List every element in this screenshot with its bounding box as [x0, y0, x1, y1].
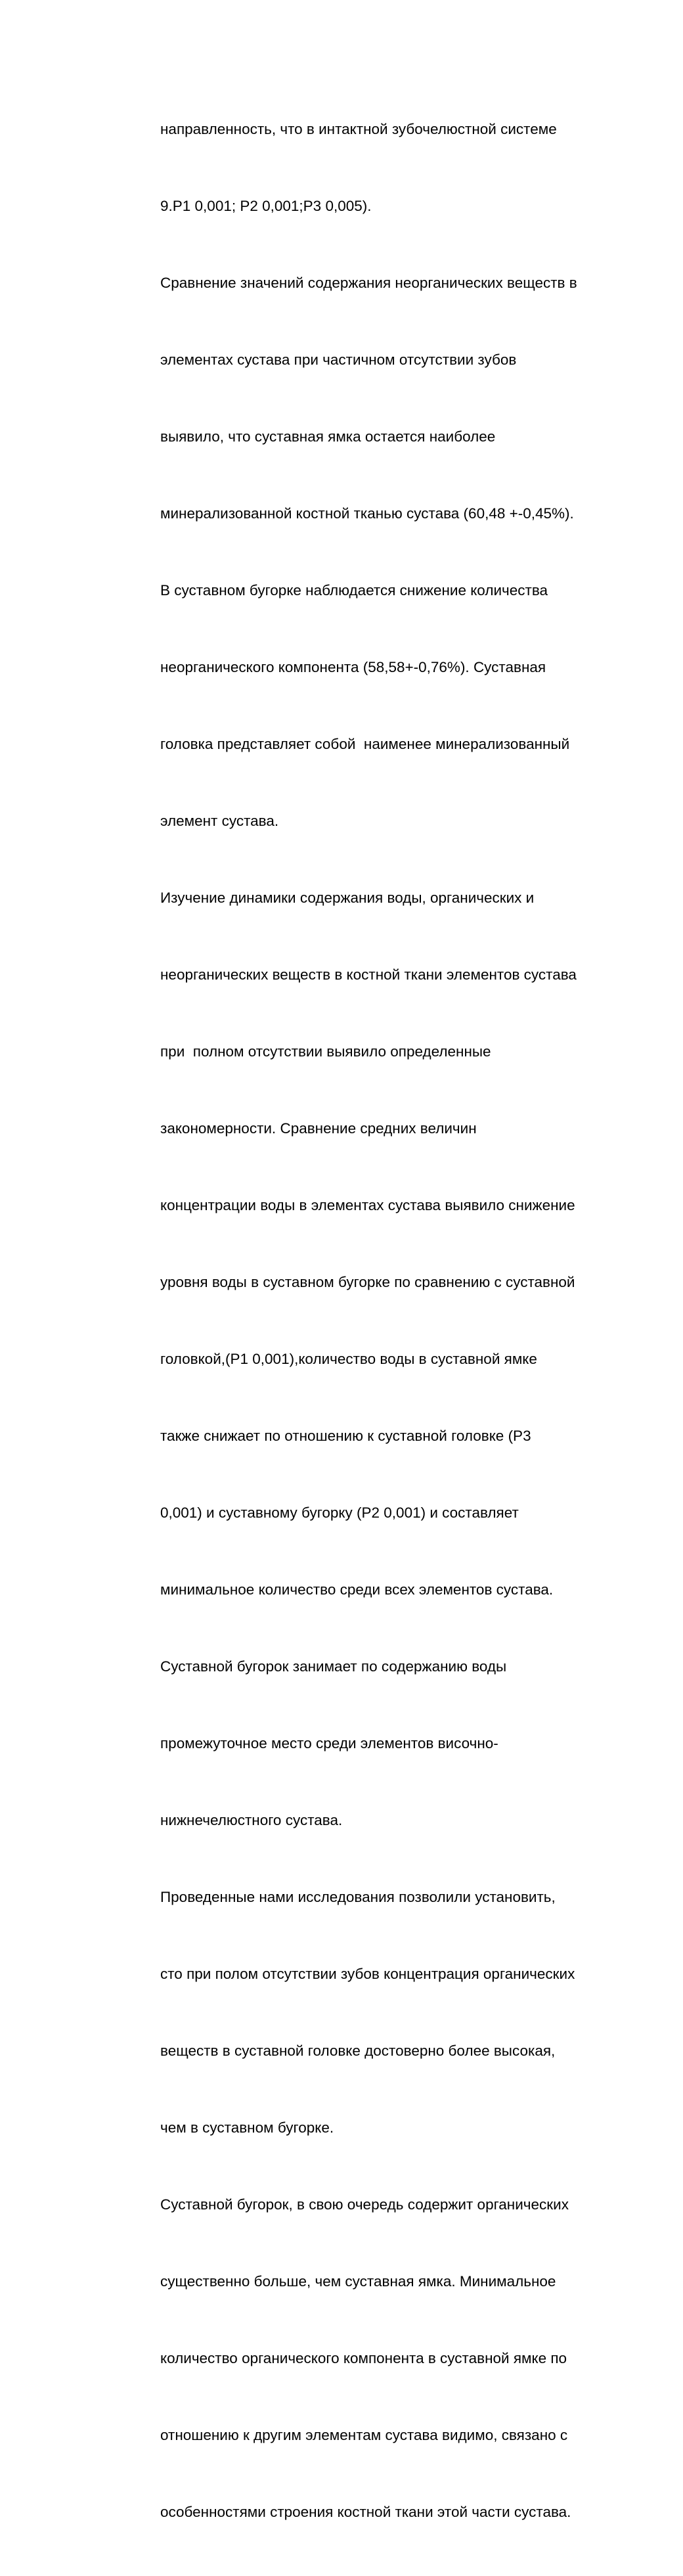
text-line: минерализованной костной тканью сустава (60,48 +-0,45%). — [160, 505, 574, 522]
text-line: существенно больше, чем суставная ямка. Минимальное — [160, 2273, 556, 2290]
text-line: промежуточное место среди элементов височно- — [160, 1735, 498, 1751]
text-line: Суставной бугорок занимает по содержанию воды — [160, 1658, 507, 1675]
text-line: направленность, что в интактной зубочелюстной системе — [160, 121, 557, 137]
text-line: Проведенные нами исследования позволили установить, — [160, 1889, 556, 1905]
text-line: сто при полом отсутствии зубов концентрация органических — [160, 1966, 575, 1982]
text-line: веществ в суставной головке достоверно более высокая, — [160, 2043, 556, 2059]
text-line: Суставной бугорок, в свою очередь содержит органических — [160, 2196, 569, 2213]
text-line: неорганических веществ в костной ткани элементов сустава — [160, 966, 577, 983]
text-line: чем в суставном бугорке. — [160, 2119, 334, 2136]
text-line: 0,001) и суставному бугорку (Р2 0,001) и составляет — [160, 1504, 519, 1521]
text-line: также снижает по отношению к суставной головке (Р3 — [160, 1428, 531, 1444]
text-line: неорганического компонента (58,58+-0,76%). Суставная — [160, 659, 546, 675]
text-line: элементах сустава при частичном отсутствии зубов — [160, 351, 517, 368]
text-line: выявило, что суставная ямка остается наиболее — [160, 428, 496, 445]
text-line: 9.Р1 0,001; Р2 0,001;Р3 0,005). — [160, 198, 372, 214]
text-line: минимальное количество среди всех элементов сустава. — [160, 1581, 554, 1598]
text-line: нижнечелюстного сустава. — [160, 1812, 343, 1828]
text-line: Сравнение значений содержания неорганических веществ в — [160, 275, 577, 291]
text-line: В суставном бугорке наблюдается снижение количества — [160, 582, 548, 599]
text-line: головкой,(Р1 0,001),количество воды в суставной ямке — [160, 1351, 537, 1367]
text-line: отношению к другим элементам сустава видимо, связано с — [160, 2427, 568, 2443]
text-line: при полном отсутствии выявило определенные — [160, 1043, 491, 1060]
text-line: Изучение динамики содержания воды, органических и — [160, 890, 535, 906]
text-line: закономерности. Сравнение средних величин — [160, 1120, 477, 1137]
text-line: элемент сустава. — [160, 813, 279, 829]
text-line: головка представляет собой наименее минерализованный — [160, 736, 570, 752]
text-line: особенностями строения костной ткани этой части сустава. — [160, 2504, 571, 2520]
body-text — [160, 65, 659, 2576]
text-line: концентрации воды в элементах сустава выявило снижение — [160, 1197, 575, 1213]
text-line: уровня воды в суставном бугорке по сравнению с суставной — [160, 1274, 575, 1290]
text-line: количество органического компонента в суставной ямке по — [160, 2350, 567, 2366]
